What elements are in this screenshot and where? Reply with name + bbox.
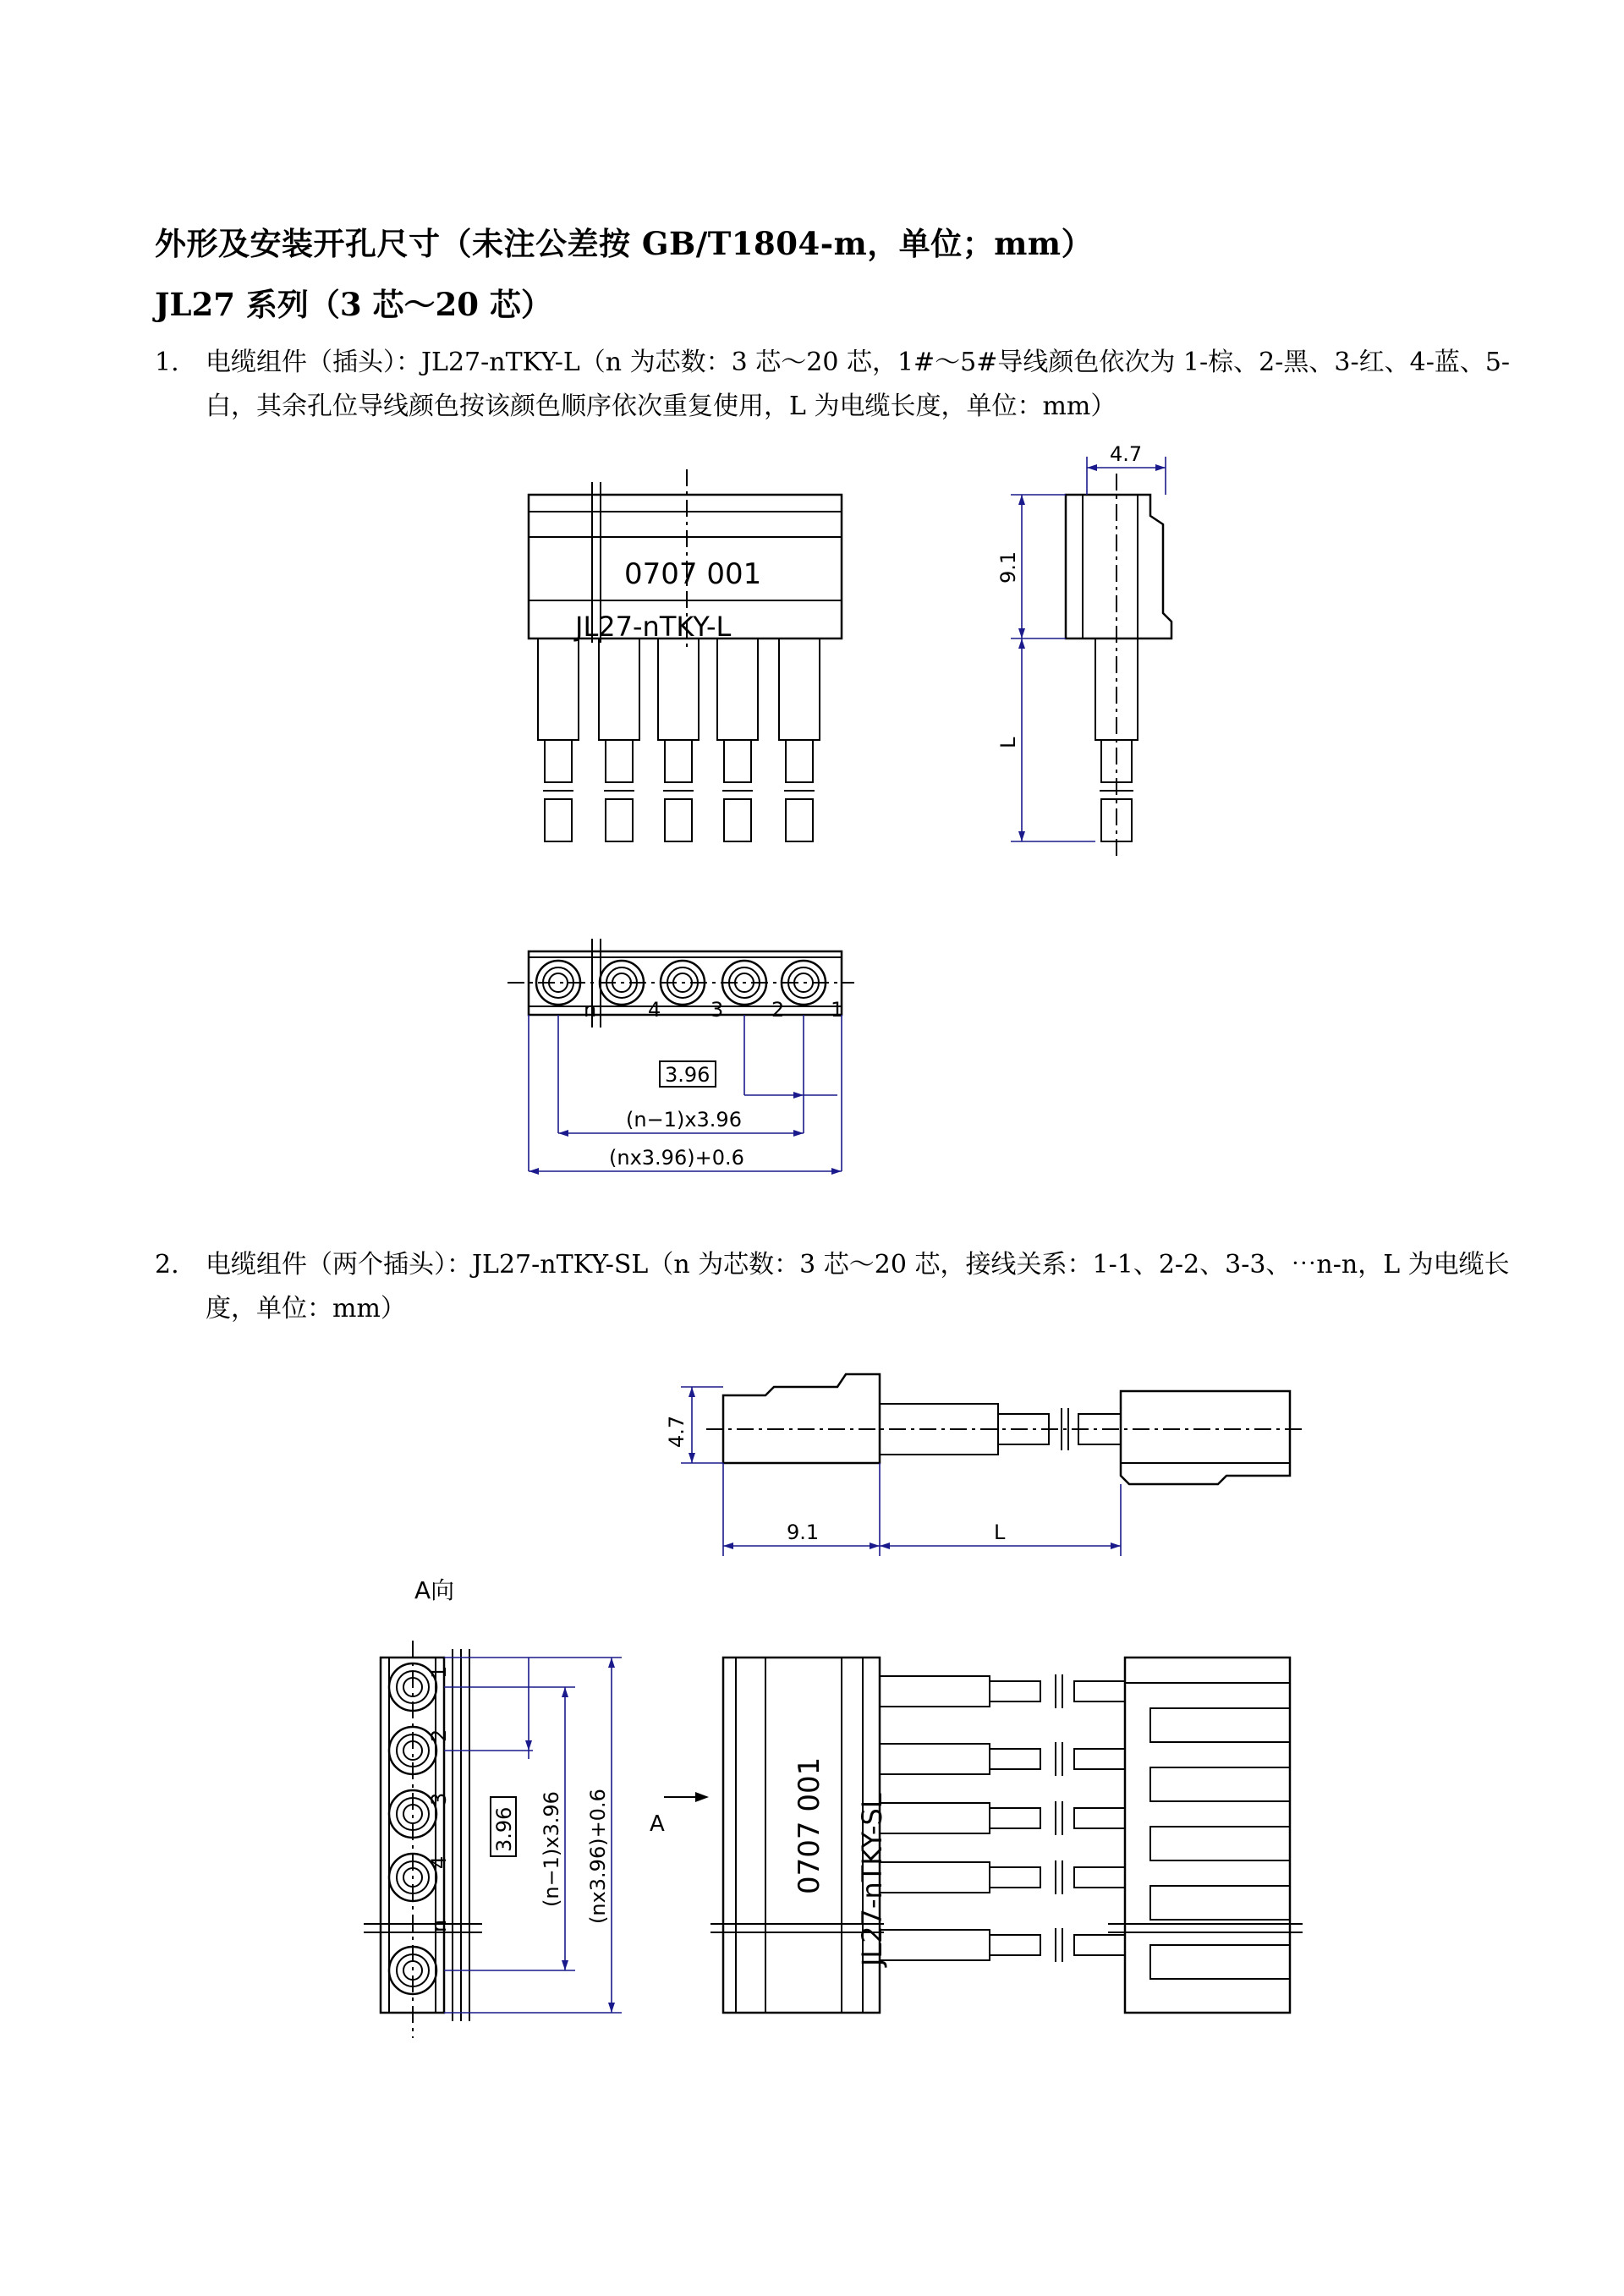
fig2-dim-body: 9.1: [787, 1521, 820, 1544]
wire-core: [1074, 1867, 1125, 1888]
fig1-bottom-view: [508, 939, 854, 1175]
pin-sleeve: [724, 740, 751, 782]
fig1-pin-label-2: 2: [771, 998, 785, 1022]
wire-core: [990, 1681, 1040, 1701]
pin-sleeve: [665, 740, 692, 782]
pin-body: [538, 638, 579, 740]
fig1-pins: [538, 638, 820, 841]
item-2-text: 电缆组件（两个插头）：JL27-nTKY-SL（n 为芯数：3 芯～20 芯，接线关系：1-1、2-2、3-3、⋯n-n，L 为电缆长度，单位：mm）: [206, 1250, 1510, 1323]
pin-body: [717, 638, 758, 740]
fig2-direction-arrow: [650, 1792, 709, 1837]
wire-core: [990, 1749, 1040, 1769]
wire-core: [1074, 1749, 1125, 1769]
fig1-pin-label-1: 1: [831, 998, 844, 1022]
fig2-marking-code: 0707 001: [793, 1756, 826, 1894]
wire-core: [1074, 1681, 1125, 1701]
series-heading: JL27 系列（3 芯～20 芯）: [155, 286, 552, 323]
fig2-dim-height: 4.7: [665, 1415, 689, 1448]
fig2-dim-span: (n−1)x3.96: [540, 1791, 563, 1907]
fig2-model-label: JL27-nTKY-SL: [856, 1793, 888, 1966]
fig1-model-label: JL27-nTKY-L: [575, 611, 732, 643]
fig1-pin-label-4: 4: [648, 998, 661, 1022]
connector-slot: [1150, 1886, 1290, 1920]
pin-tip: [606, 799, 633, 841]
wire-sheath: [880, 1744, 990, 1774]
fig1-dim-overall: (nx3.96)+0.6: [609, 1146, 744, 1170]
page-heading: 外形及安装开孔尺寸（未注公差按 GB/T1804-m，单位；mm）: [155, 225, 1094, 262]
fig2-dim-overall: (nx3.96)+0.6: [586, 1789, 610, 1924]
connector-slot: [1150, 1945, 1290, 1979]
item-1-text: 电缆组件（插头）：JL27-nTKY-L（n 为芯数：3 芯～20 芯，1#～5#导线颜色依次为 1-棕、2-黑、3-红、4-蓝、5-白，其余孔位导线颜色按该颜色顺序依次重复使用，L 为电缆长度，单位：mm）: [206, 348, 1511, 421]
fig2-dim-pitch: 3.96: [492, 1806, 516, 1852]
fig1-front-view: [529, 469, 842, 841]
pin-tip: [724, 799, 751, 841]
pin-body: [599, 638, 639, 740]
fig2-wires: [880, 1674, 1125, 1962]
fig2-view-label: A向: [414, 1576, 455, 1604]
fig1-side-view: [996, 442, 1171, 858]
fig2-dim-length: L: [994, 1521, 1006, 1544]
fig2-pin-label-3: 3: [427, 1792, 451, 1806]
fig2-pin-label-n: n: [427, 1919, 451, 1932]
wire-core: [990, 1935, 1040, 1955]
fig2-end-view: [364, 1641, 622, 2038]
fig1-dim-width: 4.7: [1110, 442, 1143, 466]
fig2-top-view: [710, 1658, 1303, 2013]
fig1-dim-pitch: 3.96: [665, 1063, 710, 1087]
item-1-number: 1.: [155, 348, 179, 377]
pin-body: [658, 638, 699, 740]
fig1-dim-height: 9.1: [996, 551, 1020, 584]
fig2-arrow-label: A: [650, 1811, 665, 1837]
fig2-side-view: [665, 1374, 1303, 1556]
connector-slot: [1150, 1767, 1290, 1801]
fig2-pin-label-1: 1: [427, 1665, 451, 1679]
wire-core: [990, 1808, 1040, 1828]
pin-sleeve: [786, 740, 813, 782]
fig1-marking-code: 0707 001: [624, 557, 762, 591]
wire-sheath: [880, 1862, 990, 1893]
pin-tip: [545, 799, 572, 841]
wire-sheath: [880, 1930, 990, 1960]
fig2-pin-label-4: 4: [427, 1855, 451, 1869]
pin-tip: [665, 799, 692, 841]
fig2-right-connector-slots: [1150, 1708, 1290, 1979]
fig1-dim-span: (n−1)x3.96: [626, 1108, 742, 1132]
wire-core: [1074, 1808, 1125, 1828]
wire-sheath: [880, 1676, 990, 1707]
pin-sleeve: [606, 740, 633, 782]
pin-tip: [786, 799, 813, 841]
pin-sleeve: [545, 740, 572, 782]
fig2-pin-label-2: 2: [427, 1729, 451, 1742]
wire-sheath: [880, 1803, 990, 1833]
fig1-dim-length: L: [996, 737, 1020, 748]
fig1-pin-label-3: 3: [710, 998, 724, 1022]
pin-body: [779, 638, 820, 740]
connector-slot: [1150, 1827, 1290, 1860]
fig1-pin-label-n: n: [584, 998, 597, 1022]
wire-core: [1074, 1935, 1125, 1955]
connector-slot: [1150, 1708, 1290, 1742]
wire-core: [990, 1867, 1040, 1888]
item-2-number: 2.: [155, 1250, 179, 1280]
